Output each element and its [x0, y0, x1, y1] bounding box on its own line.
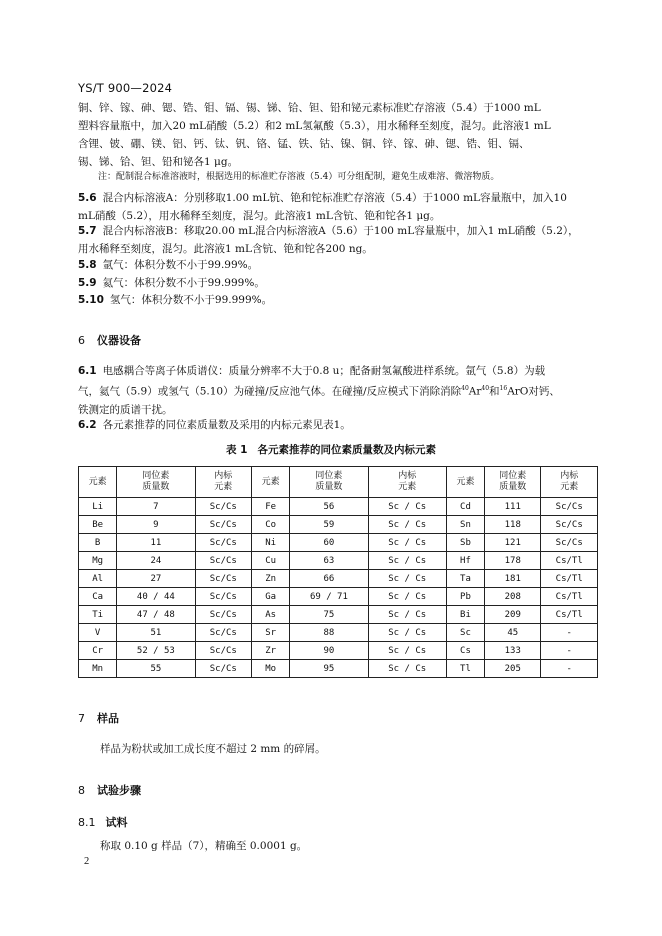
clause-text: O对钙、 [519, 385, 560, 398]
table-cell: - [541, 642, 598, 660]
table-cell: 11 [117, 534, 195, 552]
table-cell: Cu [252, 552, 290, 570]
table-cell: 209 [485, 606, 541, 624]
table-cell: Mn [79, 660, 117, 678]
table-cell: Sc / Cs [368, 642, 446, 660]
clause-text: 各元素推荐的同位素质量数及采用的内标元素见表1。 [102, 419, 351, 431]
table-cell: Sc/Cs [195, 624, 252, 642]
table-row [79, 624, 598, 642]
table-cell: Li [79, 498, 117, 516]
table-cell: Sc/Cs [195, 588, 252, 606]
table-cell: Sc/Cs [195, 498, 252, 516]
table-header-cell: 元素 [79, 467, 117, 498]
table-cell: Zr [252, 642, 290, 660]
table-header-cell: 元素 [446, 467, 484, 498]
section-number: 7 [78, 712, 85, 725]
subsection-number: 8.1 [78, 816, 96, 829]
section-number: 6 [78, 334, 85, 347]
isotope-superscript: 16 [499, 385, 508, 392]
isotope-superscript: 40 [481, 385, 490, 392]
table-cell: 111 [485, 498, 541, 516]
standard-code: YS/T 900—2024 [78, 81, 173, 95]
table-cell: Sc / Cs [368, 624, 446, 642]
table-row [79, 606, 598, 624]
table-header-cell: 同位素 质量数 [485, 467, 541, 498]
subsection-title: 试料 [105, 816, 128, 829]
isotope-superscript: 40 [461, 385, 469, 392]
table-row [79, 588, 598, 606]
table-cell: Sc/Cs [195, 606, 252, 624]
table-row [79, 570, 598, 588]
table-cell: 88 [290, 624, 368, 642]
table-cell: Zn [252, 570, 290, 588]
section-8-heading [78, 782, 141, 798]
section-number: 8 [78, 784, 85, 797]
table-header-cell: 内标 元素 [195, 467, 252, 498]
table-cell: Co [252, 516, 290, 534]
table-cell: Sc/Cs [195, 660, 252, 678]
intro-line: 含锂、铍、硼、镁、铝、钙、钛、钒、铬、锰、铁、钴、镍、铜、锌、镓、砷、锶、锆、钼、镉、 [78, 138, 530, 150]
table-cell: Sc / Cs [368, 660, 446, 678]
table-cell: Tl [446, 660, 484, 678]
table-cell: 66 [290, 570, 368, 588]
table-row [79, 552, 598, 570]
clause-number: 5.9 [78, 277, 97, 289]
table-header-cell: 同位素 质量数 [117, 467, 195, 498]
table-caption [0, 442, 662, 457]
table-row [79, 660, 598, 678]
table-cell: 75 [290, 606, 368, 624]
clause-text: 氦气：体积分数不小于99.999%。 [102, 277, 265, 289]
section-title: 试验步骤 [97, 784, 141, 797]
table-header-cell: 同位素 质量数 [290, 467, 368, 498]
clause-6-1 [78, 362, 586, 419]
table-cell: 118 [485, 516, 541, 534]
clause-number: 5.8 [78, 259, 97, 271]
table-cell: 205 [485, 660, 541, 678]
table-cell: Ga [252, 588, 290, 606]
table-header-cell: 内标 元素 [541, 467, 598, 498]
reagent-5-10 [78, 291, 586, 309]
table-cell: 60 [290, 534, 368, 552]
table-row [79, 642, 598, 660]
table-cell: 24 [117, 552, 195, 570]
table-cell: 55 [117, 660, 195, 678]
table-cell: Sc/Cs [195, 516, 252, 534]
table-row [79, 534, 598, 552]
table-cell: Sr [252, 624, 290, 642]
table-cell: Ta [446, 570, 484, 588]
table-cell: 59 [290, 516, 368, 534]
table-header-cell: 元素 [252, 467, 290, 498]
clause-text: 氩气：体积分数不小于99.99%。 [102, 259, 259, 271]
table-cell: Sn [446, 516, 484, 534]
table-header-row [79, 467, 598, 498]
clause-text: 气，氦气（5.9）或氢气（5.10）为碰撞/反应池气体。在碰撞/反应模式下消除消除 [78, 385, 462, 398]
table-cell: 56 [290, 498, 368, 516]
table-label: 表 1 [226, 444, 248, 456]
reagent-5-6 [78, 189, 586, 225]
clause-text: Ar [468, 385, 482, 398]
clause-text: mL硝酸（5.2），用水稀释至刻度，混匀。此溶液1 mL含钪、铯和铊各1 μg。 [78, 210, 441, 222]
clause-text: 混合内标溶液B：移取20.00 mL混合内标溶液A（5.6）于100 mL容量瓶中，加入1 mL硝酸（5.2）， [102, 225, 579, 237]
table-cell: 27 [117, 570, 195, 588]
table-cell: 208 [485, 588, 541, 606]
section-title: 仪器设备 [97, 334, 141, 347]
table-cell: 52 / 53 [117, 642, 195, 660]
table-cell: Sc / Cs [368, 606, 446, 624]
table-cell: As [252, 606, 290, 624]
table-cell: Sc / Cs [368, 570, 446, 588]
table-cell: Ni [252, 534, 290, 552]
table-cell: Fe [252, 498, 290, 516]
page-number: 2 [84, 856, 90, 867]
table-cell: 7 [117, 498, 195, 516]
table-cell: Cs/Tl [541, 552, 598, 570]
intro-paragraph [78, 99, 586, 171]
table-cell: Mg [79, 552, 117, 570]
table-cell: 133 [485, 642, 541, 660]
intro-line: 塑料容量瓶中，加入20 mL硝酸（5.2）和2 mL氢氟酸（5.3），用水稀释至刻度，混匀。此溶液1 mL [78, 120, 551, 132]
section-title: 样品 [97, 712, 119, 725]
clause-number: 5.10 [78, 294, 104, 306]
table-cell: Sc / Cs [368, 552, 446, 570]
table-cell: 90 [290, 642, 368, 660]
table-cell: 9 [117, 516, 195, 534]
table-cell: Sc / Cs [368, 534, 446, 552]
intro-line: 铜、锌、镓、砷、锶、锆、钼、镉、锡、锑、铪、钽、铅和铋元素标准贮存溶液（5.4）于1000 mL [78, 102, 541, 114]
table-cell: - [541, 660, 598, 678]
table-header-cell: 内标 元素 [368, 467, 446, 498]
table-cell: B [79, 534, 117, 552]
clause-text: 铁测定的质谱干扰。 [78, 403, 173, 416]
table-cell: 47 / 48 [117, 606, 195, 624]
clause-text: Ar [507, 385, 520, 398]
table-cell: Sc / Cs [368, 588, 446, 606]
table-cell: Sc / Cs [368, 498, 446, 516]
table-cell: Sb [446, 534, 484, 552]
note: 注：配制混合标准溶液时，根据选用的标准贮存溶液（5.4）可分组配制，避免生成难溶、微溶物质。 [98, 172, 500, 182]
table-cell: Ca [79, 588, 117, 606]
table-cell: 51 [117, 624, 195, 642]
table-cell: Cd [446, 498, 484, 516]
table-cell: Sc/Cs [195, 534, 252, 552]
table-cell: - [541, 624, 598, 642]
table-cell: Sc/Cs [195, 570, 252, 588]
table-cell: Sc [446, 624, 484, 642]
table-cell: Cs/Tl [541, 588, 598, 606]
table-row [79, 516, 598, 534]
clause-text: 用水稀释至刻度，混匀。此溶液1 mL含钪、铯和铊各200 ng。 [78, 243, 373, 255]
clause-number: 5.7 [78, 225, 97, 237]
clause-6-2 [78, 416, 586, 434]
clause-number: 6.2 [78, 419, 97, 431]
table-cell: 178 [485, 552, 541, 570]
section-7-heading [78, 710, 119, 726]
table-cell: V [79, 624, 117, 642]
clause-text: 氢气：体积分数不小于99.999%。 [109, 294, 273, 306]
table-row [79, 498, 598, 516]
table-cell: 181 [485, 570, 541, 588]
reagent-5-7 [78, 222, 586, 258]
table-cell: Cs/Tl [541, 606, 598, 624]
intro-line: 锡、锑、铪、钽、铅和铋各1 μg。 [78, 156, 239, 168]
table-cell: Sc / Cs [368, 516, 446, 534]
table-cell: 69 / 71 [290, 588, 368, 606]
table-title: 各元素推荐的同位素质量数及内标元素 [257, 444, 436, 456]
section-7-text: 样品为粉状或加工成长度不超过 2 mm 的碎屑。 [100, 743, 326, 755]
isotope-table [78, 466, 598, 678]
reagent-5-8 [78, 256, 586, 274]
table-cell: Bi [446, 606, 484, 624]
table-cell: Hf [446, 552, 484, 570]
table-cell: 95 [290, 660, 368, 678]
table-cell: Sc/Cs [541, 516, 598, 534]
table-cell: Sc/Cs [195, 642, 252, 660]
section-8-1-text: 称取 0.10 g 样品（7），精确至 0.0001 g。 [100, 840, 308, 852]
table-cell: Ti [79, 606, 117, 624]
table-cell: 63 [290, 552, 368, 570]
section-6-heading [78, 332, 141, 348]
clause-text: 电感耦合等离子体质谱仪：质量分辨率不大于0.8 u；配备耐氢氟酸进样系统。氩气（5.8）为载 [102, 365, 546, 377]
table-cell: 40 / 44 [117, 588, 195, 606]
clause-text: 混合内标溶液A：分别移取1.00 mL钪、铯和铊标准贮存溶液（5.4）于1000 mL容量瓶中，加入10 [102, 192, 567, 204]
table-cell: Sc/Cs [541, 534, 598, 552]
table-cell: Cs [446, 642, 484, 660]
table-cell: Sc/Cs [541, 498, 598, 516]
section-8-1-heading [78, 814, 128, 830]
clause-text: 和 [489, 385, 500, 398]
table-cell: 45 [485, 624, 541, 642]
table-cell: Pb [446, 588, 484, 606]
reagent-5-9 [78, 274, 586, 292]
table-cell: 121 [485, 534, 541, 552]
table-cell: Be [79, 516, 117, 534]
table-cell: Cr [79, 642, 117, 660]
table-cell: Cs/Tl [541, 570, 598, 588]
table-cell: Sc/Cs [195, 552, 252, 570]
table-cell: Al [79, 570, 117, 588]
clause-number: 6.1 [78, 365, 97, 377]
clause-number: 5.6 [78, 192, 97, 204]
table-cell: Mo [252, 660, 290, 678]
